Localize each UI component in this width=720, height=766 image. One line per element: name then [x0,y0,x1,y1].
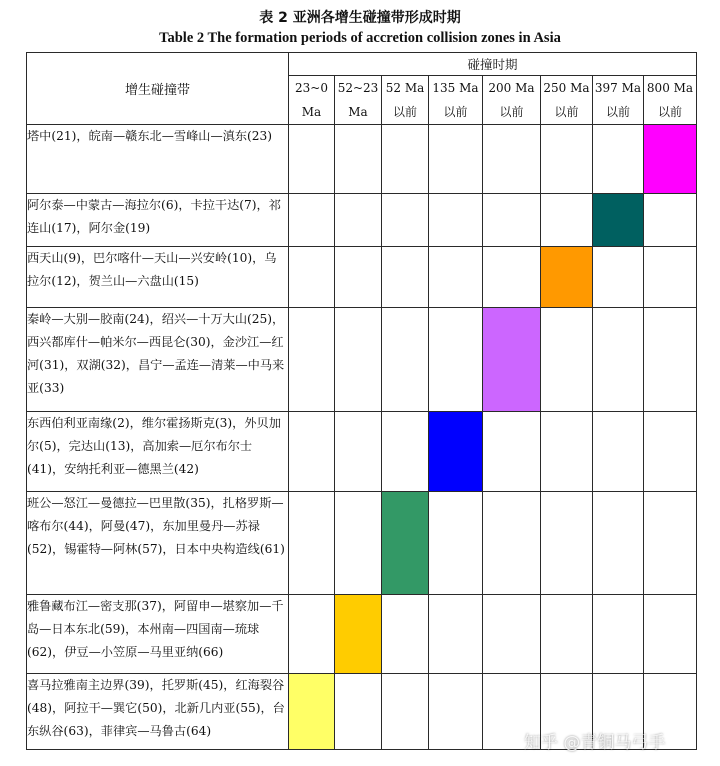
period-marker-cell [382,491,429,594]
empty-period-cell [483,412,541,491]
empty-period-cell [541,308,593,412]
period-marker-cell [429,412,483,491]
period-header-2 [382,76,429,125]
table-body [27,125,697,750]
empty-period-cell [289,308,335,412]
empty-period-cell [593,491,644,594]
empty-period-cell [593,125,644,194]
period-label-line2: Ma [348,105,368,119]
empty-period-cell [382,673,429,749]
period-color-fill [429,412,482,490]
empty-period-cell [335,491,382,594]
empty-period-cell [483,491,541,594]
empty-period-cell [335,308,382,412]
period-label-line2: Ma [301,105,322,119]
period-header-0 [289,76,335,125]
period-group-header: 碰撞时期 [289,53,697,76]
empty-period-cell [335,125,382,194]
period-marker-cell [541,247,593,308]
empty-period-cell [335,673,382,749]
empty-period-cell [382,308,429,412]
empty-period-cell [289,412,335,491]
empty-period-cell [541,594,593,673]
empty-period-cell [429,673,483,749]
period-color-fill [541,247,592,307]
zone-column-header: 增生碰撞带 [27,53,289,125]
table-caption-english: Table 2 The formation periods of accretion collision zones in Asia [159,30,561,46]
empty-period-cell [593,308,644,412]
empty-period-cell [382,194,429,247]
empty-period-cell [382,125,429,194]
empty-period-cell [644,308,697,412]
period-header-3 [429,76,483,125]
period-color-fill [289,674,334,749]
period-header-1 [335,76,382,125]
period-label-line2: 以前 [605,105,630,119]
zone-name-cell: 雅鲁藏布江—密支那(37)，阿留申—堪察加—千岛—日本东北(59)，本州南—四国南—琉球(62)，伊豆—小笠原—马里亚纳(66) [27,594,289,673]
empty-period-cell [644,491,697,594]
formation-periods-table [26,52,697,750]
empty-period-cell [593,594,644,673]
period-label-line2: 以前 [392,105,417,119]
table-caption-chinese: 表 2 亚洲各增生碰撞带形成时期 [259,10,461,26]
table-row [27,247,697,308]
period-marker-cell [593,194,644,247]
empty-period-cell [289,125,335,194]
watermark: 知乎 @青铜马弓手 [524,733,666,753]
empty-period-cell [289,594,335,673]
empty-period-cell [541,125,593,194]
period-marker-cell [289,673,335,749]
empty-period-cell [289,194,335,247]
period-color-fill [335,595,381,673]
empty-period-cell [593,247,644,308]
table-row [27,308,697,412]
period-label-line1: 52~23 [337,81,379,95]
period-label-line1: 250 Ma [543,81,590,95]
period-label-line1: 200 Ma [488,81,535,95]
zone-name-cell: 秦岭—大别—胶南(24)，绍兴—十万大山(25)，西兴都库什—帕米尔—西昆仑(30)，金沙江—红河(31)，双湖(32)，昌宁—孟连—清莱—中马来亚(33) [27,308,289,412]
period-marker-cell [335,594,382,673]
period-header-7 [644,76,697,125]
zone-name-cell: 喜马拉雅南主边界(39)，托罗斯(45)，红海裂谷(48)，阿拉干—巽它(50)，北新几内亚(55)，台东纵谷(63)，菲律宾—马鲁古(64) [27,673,289,749]
period-color-fill [382,492,428,594]
empty-period-cell [644,412,697,491]
period-header-4 [483,76,541,125]
period-label-line2: 以前 [443,105,468,119]
period-label-line1: 52 Ma [385,81,425,95]
empty-period-cell [382,412,429,491]
empty-period-cell [483,594,541,673]
empty-period-cell [483,125,541,194]
empty-period-cell [429,247,483,308]
empty-period-cell [483,247,541,308]
zone-name-cell: 西天山(9)，巴尔喀什—天山—兴安岭(10)，乌拉尔(12)，贺兰山—六盘山(15) [27,247,289,308]
period-marker-cell [644,125,697,194]
table-row [27,412,697,491]
period-label-line1: 23~0 [295,81,328,95]
empty-period-cell [593,412,644,491]
zone-name-cell: 东西伯利亚南缘(2)，维尔霍扬斯克(3)，外贝加尔(5)，完达山(13)，高加索—厄尔布尔士(41)，安纳托利亚—德黑兰(42) [27,412,289,491]
period-color-fill [593,194,643,246]
period-label-line2: 以前 [554,105,579,119]
empty-period-cell [541,491,593,594]
empty-period-cell [644,247,697,308]
empty-period-cell [429,125,483,194]
empty-period-cell [644,594,697,673]
empty-period-cell [289,247,335,308]
empty-period-cell [382,594,429,673]
zone-name-cell: 班公—怒江—曼德拉—巴里散(35)，扎格罗斯—喀布尔(44)，阿曼(47)，东加里曼丹—苏禄(52)，锡霍特—阿林(57)，日本中央构造线(61) [27,491,289,594]
empty-period-cell [335,247,382,308]
period-label-line2: 以前 [499,105,524,119]
empty-period-cell [382,247,429,308]
empty-period-cell [429,594,483,673]
empty-period-cell [335,412,382,491]
table-row [27,594,697,673]
period-color-fill [644,125,696,193]
empty-period-cell [429,491,483,594]
empty-period-cell [541,194,593,247]
empty-period-cell [541,412,593,491]
period-marker-cell [483,308,541,412]
period-header-5 [541,76,593,125]
period-label-line1: 135 Ma [432,81,479,95]
empty-period-cell [429,194,483,247]
table-row [27,125,697,194]
table-row [27,194,697,247]
zone-name-cell: 塔中(21)，皖南—赣东北—雪峰山—滇东(23) [27,125,289,194]
empty-period-cell [289,491,335,594]
period-label-line2: 以前 [658,105,683,119]
empty-period-cell [429,308,483,412]
empty-period-cell [644,194,697,247]
empty-period-cell [483,194,541,247]
period-label-line1: 397 Ma [594,81,642,95]
period-color-fill [483,308,540,411]
period-header-6 [593,76,644,125]
table-row [27,491,697,594]
period-label-line1: 800 Ma [646,81,694,95]
zone-name-cell: 阿尔泰—中蒙古—海拉尔(6)，卡拉干达(7)，祁连山(17)，阿尔金(19) [27,194,289,247]
empty-period-cell [335,194,382,247]
